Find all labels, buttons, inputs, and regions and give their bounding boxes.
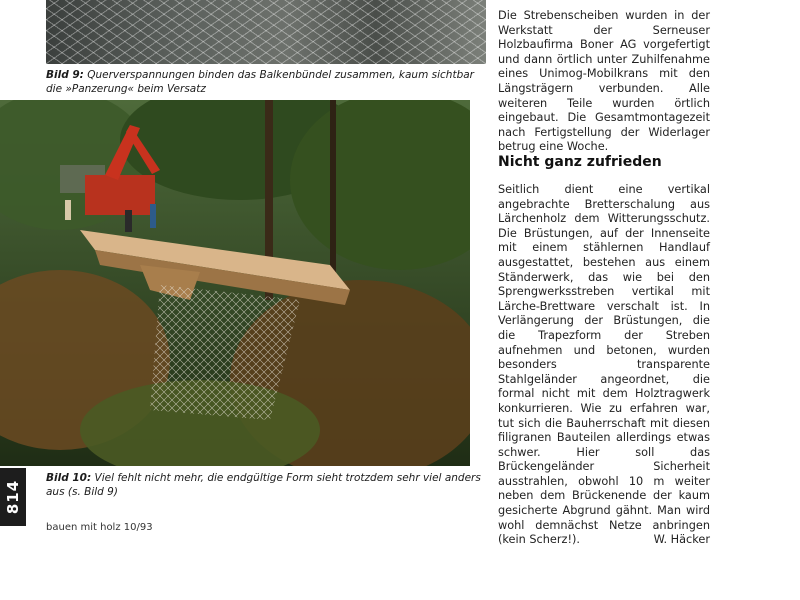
page-number-tab [0, 468, 26, 526]
photo-bild-10-illustration [0, 100, 470, 466]
article-heading: Nicht ganz zufrieden [498, 154, 662, 170]
article-author: W. Häcker [653, 533, 710, 547]
caption-bild-10-text: Viel fehlt nicht mehr, die endgültige Form sieht trotzdem sehr viel anders aus (s. Bild 9) [46, 472, 481, 498]
article-paragraph-2 [498, 183, 710, 548]
photo-bild-9 [46, 0, 486, 64]
caption-bild-9-label: Bild 9: [46, 69, 84, 81]
article-paragraph-1: Die Strebenscheiben wurden in der Werkstatt der Serneuser Holzbaufirma Boner AG vorgefertigt und dann örtlich unter Zuhilfenahme eines Unimog-Mobilkrans mit den Längsträgern verbunden. Alle weiteren Teile wurden örtlich eingebaut. Die Gesamtmontagezeit nach Fertigstellung der Widerlager betrug eine Woche. [498, 9, 710, 154]
caption-bild-9 [46, 68, 486, 96]
page-number: 814 [4, 479, 22, 515]
article-paragraph-2-text: Seitlich dient eine vertikal angebrachte Bretterschalung aus Lärchenholz dem Witterungsschutz. Die Brüstungen, auf der Innenseite mit einem stählernen Handlauf ausgestattet, bestehen aus einem Ständerwerk, das wie bei den Sprengwerksstreben vertikal mit Lärche-Brettware verschalt ist. In Verlängerung der Brüstungen, die die Trapezform der Streben aufnehmen und betonen, wurden besonders transparente Stahlgeländer angeordnet, die formal nicht mit dem Holztragwerk konkurrieren. Wie zu erfahren war, tut sich die Bauherrschaft mit diesen filigranen Bauteilen allerdings etwas schwer. Hier soll das Brückengeländer Sicherheit ausstrahlen, obwohl 10 m weiter neben dem Brückenende der kaum gesicherte Abgrund gähnt. Man wird wohl demnächst Netze anbringen (kein Scherz!). [498, 183, 710, 547]
caption-bild-10 [46, 471, 486, 499]
photo-bild-10 [0, 100, 470, 466]
caption-bild-9-text: Querverspannungen binden das Balkenbündel zusammen, kaum sichtbar die »Panzerung« beim Versatz [46, 69, 474, 95]
footer-publication: bauen mit holz 10/93 [46, 522, 153, 533]
caption-bild-10-label: Bild 10: [46, 472, 92, 484]
